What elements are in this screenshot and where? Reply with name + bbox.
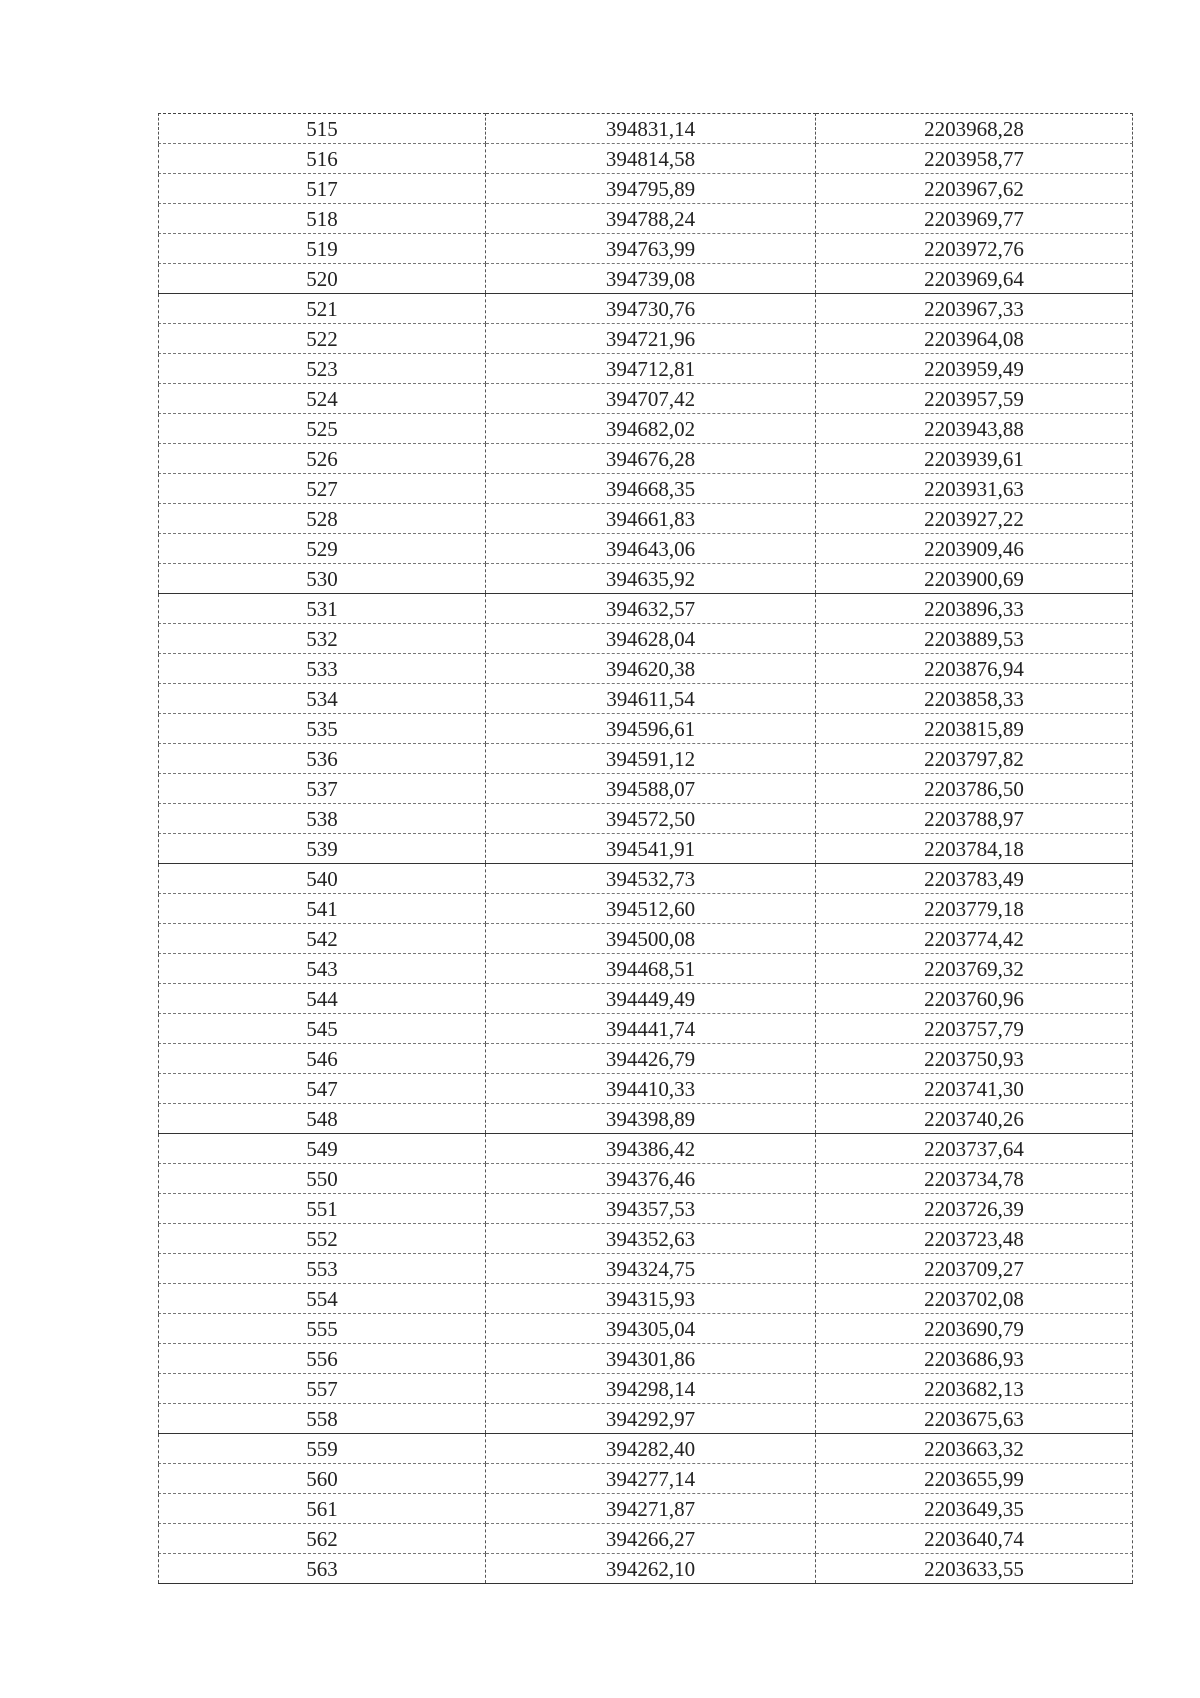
y-coordinate-cell: 2203740,26 (816, 1104, 1133, 1134)
table-row (159, 654, 1133, 684)
point-number-cell: 517 (159, 174, 486, 204)
y-coordinate-cell: 2203655,99 (816, 1464, 1133, 1494)
x-coordinate-cell: 394661,83 (486, 504, 816, 534)
table-row (159, 834, 1133, 864)
table-row (159, 1134, 1133, 1164)
y-coordinate-cell: 2203927,22 (816, 504, 1133, 534)
table-row (159, 894, 1133, 924)
x-coordinate-cell: 394298,14 (486, 1374, 816, 1404)
point-number-cell: 545 (159, 1014, 486, 1044)
point-number-cell: 526 (159, 444, 486, 474)
y-coordinate-cell: 2203769,32 (816, 954, 1133, 984)
x-coordinate-cell: 394305,04 (486, 1314, 816, 1344)
table-row (159, 714, 1133, 744)
table-row (159, 954, 1133, 984)
table-row (159, 444, 1133, 474)
x-coordinate-cell: 394682,02 (486, 414, 816, 444)
y-coordinate-cell: 2203682,13 (816, 1374, 1133, 1404)
y-coordinate-cell: 2203969,77 (816, 204, 1133, 234)
x-coordinate-cell: 394572,50 (486, 804, 816, 834)
x-coordinate-cell: 394795,89 (486, 174, 816, 204)
x-coordinate-cell: 394271,87 (486, 1494, 816, 1524)
table-row (159, 774, 1133, 804)
y-coordinate-cell: 2203640,74 (816, 1524, 1133, 1554)
y-coordinate-cell: 2203889,53 (816, 624, 1133, 654)
x-coordinate-cell: 394611,54 (486, 684, 816, 714)
x-coordinate-cell: 394591,12 (486, 744, 816, 774)
y-coordinate-cell: 2203779,18 (816, 894, 1133, 924)
coordinates-table-body (159, 114, 1133, 1584)
point-number-cell: 523 (159, 354, 486, 384)
point-number-cell: 561 (159, 1494, 486, 1524)
x-coordinate-cell: 394707,42 (486, 384, 816, 414)
table-row (159, 1254, 1133, 1284)
table-row (159, 264, 1133, 294)
x-coordinate-cell: 394410,33 (486, 1074, 816, 1104)
y-coordinate-cell: 2203909,46 (816, 534, 1133, 564)
point-number-cell: 539 (159, 834, 486, 864)
y-coordinate-cell: 2203690,79 (816, 1314, 1133, 1344)
table-row (159, 1284, 1133, 1314)
table-row (159, 294, 1133, 324)
table-row (159, 144, 1133, 174)
y-coordinate-cell: 2203649,35 (816, 1494, 1133, 1524)
y-coordinate-cell: 2203959,49 (816, 354, 1133, 384)
x-coordinate-cell: 394386,42 (486, 1134, 816, 1164)
point-number-cell: 541 (159, 894, 486, 924)
point-number-cell: 532 (159, 624, 486, 654)
y-coordinate-cell: 2203876,94 (816, 654, 1133, 684)
table-row (159, 1014, 1133, 1044)
table-row (159, 1164, 1133, 1194)
x-coordinate-cell: 394262,10 (486, 1554, 816, 1584)
x-coordinate-cell: 394588,07 (486, 774, 816, 804)
point-number-cell: 544 (159, 984, 486, 1014)
x-coordinate-cell: 394831,14 (486, 114, 816, 144)
point-number-cell: 546 (159, 1044, 486, 1074)
table-row (159, 384, 1133, 414)
x-coordinate-cell: 394376,46 (486, 1164, 816, 1194)
table-row (159, 174, 1133, 204)
y-coordinate-cell: 2203967,33 (816, 294, 1133, 324)
y-coordinate-cell: 2203760,96 (816, 984, 1133, 1014)
point-number-cell: 521 (159, 294, 486, 324)
y-coordinate-cell: 2203815,89 (816, 714, 1133, 744)
table-row (159, 1104, 1133, 1134)
table-row (159, 804, 1133, 834)
y-coordinate-cell: 2203931,63 (816, 474, 1133, 504)
table-row (159, 564, 1133, 594)
y-coordinate-cell: 2203968,28 (816, 114, 1133, 144)
x-coordinate-cell: 394449,49 (486, 984, 816, 1014)
point-number-cell: 550 (159, 1164, 486, 1194)
point-number-cell: 520 (159, 264, 486, 294)
point-number-cell: 551 (159, 1194, 486, 1224)
table-row (159, 1044, 1133, 1074)
table-row (159, 354, 1133, 384)
x-coordinate-cell: 394468,51 (486, 954, 816, 984)
y-coordinate-cell: 2203774,42 (816, 924, 1133, 954)
table-row (159, 1194, 1133, 1224)
x-coordinate-cell: 394441,74 (486, 1014, 816, 1044)
point-number-cell: 535 (159, 714, 486, 744)
y-coordinate-cell: 2203750,93 (816, 1044, 1133, 1074)
x-coordinate-cell: 394352,63 (486, 1224, 816, 1254)
y-coordinate-cell: 2203737,64 (816, 1134, 1133, 1164)
x-coordinate-cell: 394426,79 (486, 1044, 816, 1074)
point-number-cell: 529 (159, 534, 486, 564)
table-row (159, 234, 1133, 264)
y-coordinate-cell: 2203686,93 (816, 1344, 1133, 1374)
y-coordinate-cell: 2203958,77 (816, 144, 1133, 174)
point-number-cell: 534 (159, 684, 486, 714)
table-row (159, 744, 1133, 774)
table-row (159, 1314, 1133, 1344)
point-number-cell: 519 (159, 234, 486, 264)
y-coordinate-cell: 2203734,78 (816, 1164, 1133, 1194)
table-row (159, 684, 1133, 714)
x-coordinate-cell: 394668,35 (486, 474, 816, 504)
table-row (159, 984, 1133, 1014)
point-number-cell: 524 (159, 384, 486, 414)
table-row (159, 324, 1133, 354)
y-coordinate-cell: 2203784,18 (816, 834, 1133, 864)
table-row (159, 1374, 1133, 1404)
y-coordinate-cell: 2203723,48 (816, 1224, 1133, 1254)
point-number-cell: 528 (159, 504, 486, 534)
x-coordinate-cell: 394739,08 (486, 264, 816, 294)
x-coordinate-cell: 394620,38 (486, 654, 816, 684)
x-coordinate-cell: 394643,06 (486, 534, 816, 564)
y-coordinate-cell: 2203957,59 (816, 384, 1133, 414)
coordinates-table (158, 113, 1133, 1584)
x-coordinate-cell: 394628,04 (486, 624, 816, 654)
table-row (159, 504, 1133, 534)
x-coordinate-cell: 394512,60 (486, 894, 816, 924)
x-coordinate-cell: 394676,28 (486, 444, 816, 474)
table-row (159, 1404, 1133, 1434)
table-row (159, 534, 1133, 564)
table-row (159, 1494, 1133, 1524)
x-coordinate-cell: 394277,14 (486, 1464, 816, 1494)
x-coordinate-cell: 394532,73 (486, 864, 816, 894)
table-row (159, 114, 1133, 144)
y-coordinate-cell: 2203964,08 (816, 324, 1133, 354)
point-number-cell: 538 (159, 804, 486, 834)
y-coordinate-cell: 2203741,30 (816, 1074, 1133, 1104)
x-coordinate-cell: 394635,92 (486, 564, 816, 594)
point-number-cell: 533 (159, 654, 486, 684)
x-coordinate-cell: 394315,93 (486, 1284, 816, 1314)
table-row (159, 1434, 1133, 1464)
x-coordinate-cell: 394788,24 (486, 204, 816, 234)
point-number-cell: 549 (159, 1134, 486, 1164)
point-number-cell: 562 (159, 1524, 486, 1554)
y-coordinate-cell: 2203967,62 (816, 174, 1133, 204)
x-coordinate-cell: 394500,08 (486, 924, 816, 954)
y-coordinate-cell: 2203969,64 (816, 264, 1133, 294)
point-number-cell: 556 (159, 1344, 486, 1374)
y-coordinate-cell: 2203858,33 (816, 684, 1133, 714)
table-row (159, 1224, 1133, 1254)
table-row (159, 474, 1133, 504)
x-coordinate-cell: 394763,99 (486, 234, 816, 264)
point-number-cell: 553 (159, 1254, 486, 1284)
point-number-cell: 518 (159, 204, 486, 234)
point-number-cell: 536 (159, 744, 486, 774)
point-number-cell: 555 (159, 1314, 486, 1344)
x-coordinate-cell: 394712,81 (486, 354, 816, 384)
table-row (159, 1464, 1133, 1494)
x-coordinate-cell: 394301,86 (486, 1344, 816, 1374)
x-coordinate-cell: 394541,91 (486, 834, 816, 864)
point-number-cell: 558 (159, 1404, 486, 1434)
y-coordinate-cell: 2203896,33 (816, 594, 1133, 624)
point-number-cell: 557 (159, 1374, 486, 1404)
y-coordinate-cell: 2203757,79 (816, 1014, 1133, 1044)
point-number-cell: 542 (159, 924, 486, 954)
y-coordinate-cell: 2203788,97 (816, 804, 1133, 834)
y-coordinate-cell: 2203783,49 (816, 864, 1133, 894)
x-coordinate-cell: 394357,53 (486, 1194, 816, 1224)
table-row (159, 204, 1133, 234)
point-number-cell: 525 (159, 414, 486, 444)
y-coordinate-cell: 2203900,69 (816, 564, 1133, 594)
table-row (159, 414, 1133, 444)
x-coordinate-cell: 394266,27 (486, 1524, 816, 1554)
x-coordinate-cell: 394730,76 (486, 294, 816, 324)
table-row (159, 594, 1133, 624)
point-number-cell: 563 (159, 1554, 486, 1584)
y-coordinate-cell: 2203663,32 (816, 1434, 1133, 1464)
x-coordinate-cell: 394632,57 (486, 594, 816, 624)
x-coordinate-cell: 394721,96 (486, 324, 816, 354)
y-coordinate-cell: 2203633,55 (816, 1554, 1133, 1584)
point-number-cell: 516 (159, 144, 486, 174)
point-number-cell: 537 (159, 774, 486, 804)
y-coordinate-cell: 2203726,39 (816, 1194, 1133, 1224)
table-row (159, 864, 1133, 894)
y-coordinate-cell: 2203797,82 (816, 744, 1133, 774)
table-row (159, 1074, 1133, 1104)
point-number-cell: 547 (159, 1074, 486, 1104)
y-coordinate-cell: 2203786,50 (816, 774, 1133, 804)
y-coordinate-cell: 2203675,63 (816, 1404, 1133, 1434)
point-number-cell: 531 (159, 594, 486, 624)
table-row (159, 1344, 1133, 1374)
point-number-cell: 552 (159, 1224, 486, 1254)
point-number-cell: 548 (159, 1104, 486, 1134)
point-number-cell: 559 (159, 1434, 486, 1464)
y-coordinate-cell: 2203939,61 (816, 444, 1133, 474)
x-coordinate-cell: 394814,58 (486, 144, 816, 174)
point-number-cell: 527 (159, 474, 486, 504)
y-coordinate-cell: 2203972,76 (816, 234, 1133, 264)
x-coordinate-cell: 394596,61 (486, 714, 816, 744)
point-number-cell: 530 (159, 564, 486, 594)
point-number-cell: 554 (159, 1284, 486, 1314)
x-coordinate-cell: 394292,97 (486, 1404, 816, 1434)
x-coordinate-cell: 394324,75 (486, 1254, 816, 1284)
point-number-cell: 543 (159, 954, 486, 984)
point-number-cell: 522 (159, 324, 486, 354)
y-coordinate-cell: 2203943,88 (816, 414, 1133, 444)
table-row (159, 624, 1133, 654)
table-row (159, 1554, 1133, 1584)
x-coordinate-cell: 394282,40 (486, 1434, 816, 1464)
point-number-cell: 540 (159, 864, 486, 894)
y-coordinate-cell: 2203702,08 (816, 1284, 1133, 1314)
y-coordinate-cell: 2203709,27 (816, 1254, 1133, 1284)
point-number-cell: 515 (159, 114, 486, 144)
x-coordinate-cell: 394398,89 (486, 1104, 816, 1134)
table-row (159, 924, 1133, 954)
table-row (159, 1524, 1133, 1554)
point-number-cell: 560 (159, 1464, 486, 1494)
